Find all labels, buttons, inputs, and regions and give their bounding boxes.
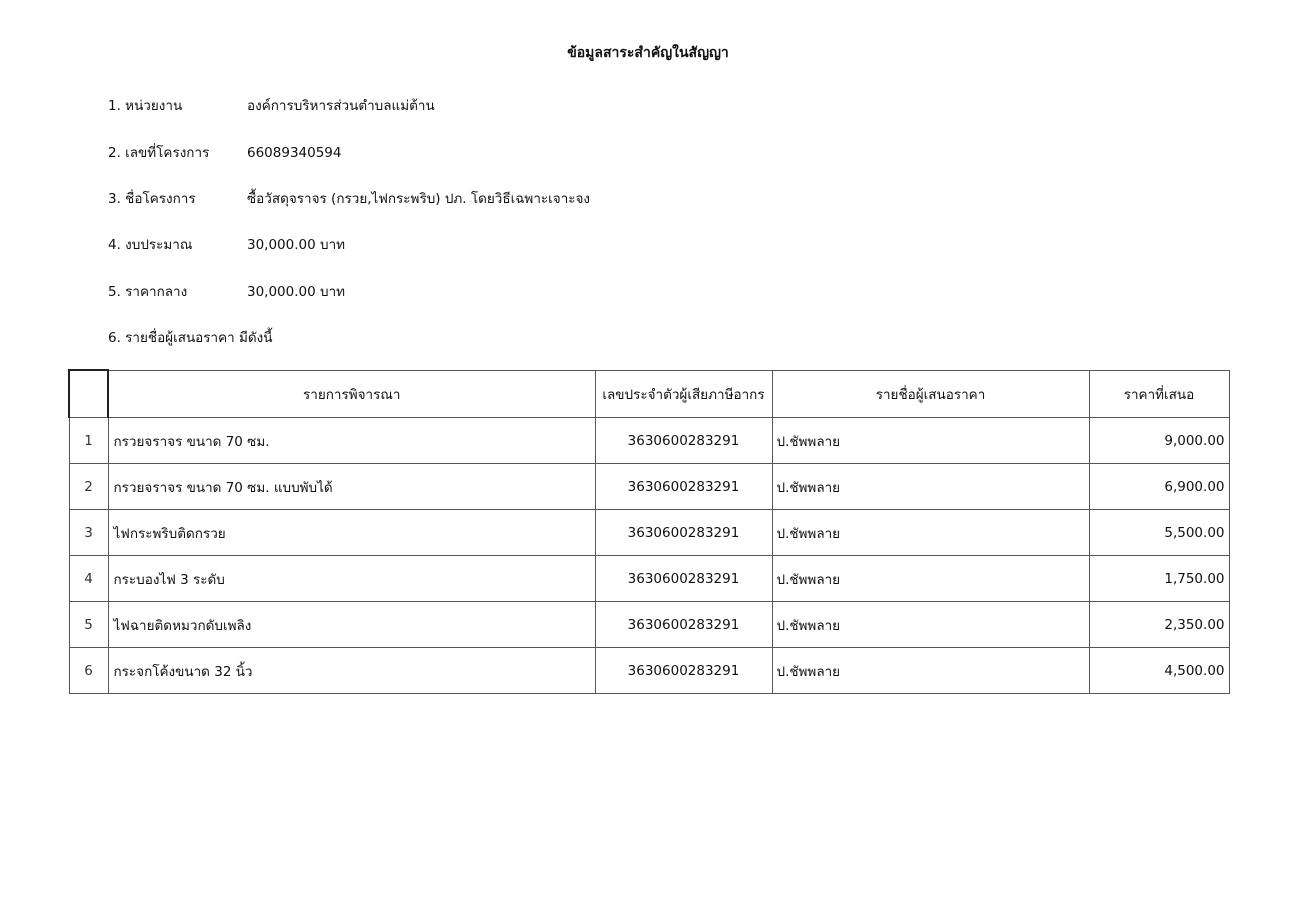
cell-price: 1,750.00 (1089, 556, 1229, 602)
cell-bidder: ป.ชัพพลาย (772, 648, 1089, 694)
cell-bidder: ป.ชัพพลาย (772, 464, 1089, 510)
cell-price: 5,500.00 (1089, 510, 1229, 556)
cell-item: กรวยจราจร ขนาด 70 ซม. (108, 418, 595, 464)
field-value: 66089340594 (247, 145, 342, 161)
cell-item: กรวยจราจร ขนาด 70 ซม. แบบพับได้ (108, 464, 595, 510)
field-median-price (108, 281, 345, 303)
cell-item: กระบองไฟ 3 ระดับ (108, 556, 595, 602)
table-header-row (69, 370, 1229, 418)
cell-tax-id: 3630600283291 (595, 556, 772, 602)
field-label: 5. ราคากลาง (108, 284, 188, 300)
field-agency (108, 95, 435, 117)
table-row (69, 602, 1229, 648)
field-value: 30,000.00 บาท (247, 237, 346, 253)
cell-price: 4,500.00 (1089, 648, 1229, 694)
field-label: 1. หน่วยงาน (108, 98, 183, 114)
cell-price: 6,900.00 (1089, 464, 1229, 510)
cell-number: 1 (69, 418, 108, 464)
field-project-number (108, 142, 341, 164)
field-label: 4. งบประมาณ (108, 237, 193, 253)
field-project-name (108, 188, 590, 210)
cell-number: 3 (69, 510, 108, 556)
header-item: รายการพิจารณา (108, 370, 595, 418)
cell-price: 9,000.00 (1089, 418, 1229, 464)
table-row (69, 556, 1229, 602)
cell-tax-id: 3630600283291 (595, 648, 772, 694)
table-row (69, 418, 1229, 464)
header-bidder: รายชื่อผู้เสนอราคา (772, 370, 1089, 418)
cell-bidder: ป.ชัพพลาย (772, 510, 1089, 556)
cell-bidder: ป.ชัพพลาย (772, 556, 1089, 602)
table-row (69, 510, 1229, 556)
field-value: องค์การบริหารส่วนตำบลแม่ต้าน (247, 98, 435, 114)
cell-number: 6 (69, 648, 108, 694)
header-price: ราคาที่เสนอ (1089, 370, 1229, 418)
cell-item: ไฟฉายติดหมวกดับเพลิง (108, 602, 595, 648)
cell-tax-id: 3630600283291 (595, 602, 772, 648)
cell-number: 5 (69, 602, 108, 648)
cell-item: กระจกโค้งขนาด 32 นิ้ว (108, 648, 595, 694)
cell-bidder: ป.ชัพพลาย (772, 418, 1089, 464)
field-label: 3. ชื่อโครงการ (108, 191, 196, 207)
page-title: ข้อมูลสาระสำคัญในสัญญา (567, 45, 729, 61)
cell-number: 4 (69, 556, 108, 602)
field-label: 2. เลขที่โครงการ (108, 145, 210, 161)
table-row (69, 648, 1229, 694)
header-tax-id: เลขประจำตัวผู้เสียภาษีอากร (595, 370, 772, 418)
field-value: 30,000.00 บาท (247, 284, 346, 300)
header-number (69, 370, 108, 418)
cell-bidder: ป.ชัพพลาย (772, 602, 1089, 648)
cell-tax-id: 3630600283291 (595, 464, 772, 510)
field-bidder-list-heading (108, 327, 273, 349)
cell-tax-id: 3630600283291 (595, 418, 772, 464)
bid-table (68, 369, 1230, 694)
field-budget (108, 234, 345, 256)
field-value: ซื้อวัสดุจราจร (กรวย,ไฟกระพริบ) ปภ. โดยวิธีเฉพาะเจาะจง (247, 191, 591, 207)
cell-number: 2 (69, 464, 108, 510)
cell-price: 2,350.00 (1089, 602, 1229, 648)
table-row (69, 464, 1229, 510)
field-label: 6. รายชื่อผู้เสนอราคา มีดังนี้ (108, 330, 273, 346)
cell-item: ไฟกระพริบติดกรวย (108, 510, 595, 556)
cell-tax-id: 3630600283291 (595, 510, 772, 556)
